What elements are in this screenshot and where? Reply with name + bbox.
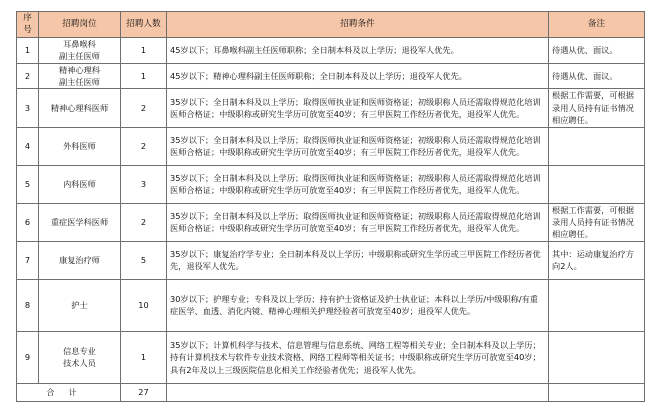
table-row bbox=[17, 63, 645, 89]
row-conditions: 45岁以下；耳鼻喉科副主任医师职称；全日制本科及以上学历；退役军人优先。 bbox=[167, 37, 549, 63]
header-remarks: 备注 bbox=[549, 12, 645, 38]
row-conditions: 45岁以下；精神心理科副主任医师职称；全日制本科及以上学历；退役军人优先。 bbox=[167, 63, 549, 89]
row-no: 8 bbox=[17, 279, 39, 331]
row-remarks bbox=[549, 279, 645, 331]
table-row bbox=[17, 89, 645, 127]
row-remarks: 待遇从优、面议。 bbox=[549, 37, 645, 63]
row-position: 耳鼻喉科 副主任医师 bbox=[39, 37, 121, 63]
table-row bbox=[17, 165, 645, 203]
table-row bbox=[17, 37, 645, 63]
header-position: 招聘岗位 bbox=[39, 12, 121, 38]
row-no: 5 bbox=[17, 165, 39, 203]
row-remarks bbox=[549, 127, 645, 165]
header-no: 序号 bbox=[17, 12, 39, 38]
header-count: 招聘人数 bbox=[121, 12, 167, 38]
total-row bbox=[17, 383, 645, 401]
total-remarks-empty bbox=[549, 383, 645, 401]
row-conditions: 35岁以下；全日制本科及以上学历；取得医师执业证和医师资格证；初级职称人员还需取得规范化培训医师合格证；中级职称或研究生学历可放宽至40岁；有三甲医院工作经历者优先，退役军人优先。 bbox=[167, 127, 549, 165]
row-count: 2 bbox=[121, 203, 167, 241]
row-position: 外科医师 bbox=[39, 127, 121, 165]
row-position: 精神心理科 副主任医师 bbox=[39, 63, 121, 89]
row-count: 1 bbox=[121, 63, 167, 89]
row-position: 信息专业 技术人员 bbox=[39, 331, 121, 383]
total-conditions-empty bbox=[167, 383, 549, 401]
row-no: 1 bbox=[17, 37, 39, 63]
row-conditions: 35岁以下；康复治疗学专业；全日制本科及以上学历；中级职称或研究生学历或三甲医院工作经历者优先，退役军人优先。 bbox=[167, 241, 549, 279]
table-row bbox=[17, 203, 645, 241]
row-position: 护士 bbox=[39, 279, 121, 331]
recruitment-table bbox=[16, 11, 645, 402]
row-no: 4 bbox=[17, 127, 39, 165]
row-conditions: 30岁以下；护理专业；专科及以上学历；持有护士资格证及护士执业证；本科以上学历/中级职称/有重症医学、血透、消化内镜、精神心理相关护理经验者可放宽至40岁；退役军人优先。 bbox=[167, 279, 549, 331]
row-remarks bbox=[549, 331, 645, 383]
table-row bbox=[17, 127, 645, 165]
row-remarks bbox=[549, 165, 645, 203]
table-row bbox=[17, 331, 645, 383]
row-remarks: 待遇从优、面议。 bbox=[549, 63, 645, 89]
row-position: 精神心理科医师 bbox=[39, 89, 121, 127]
total-label: 合计 bbox=[17, 383, 121, 401]
row-count: 2 bbox=[121, 89, 167, 127]
row-position: 内科医师 bbox=[39, 165, 121, 203]
header-row bbox=[17, 12, 645, 38]
row-conditions: 35岁以下；全日制本科及以上学历；取得医师执业证和医师资格证；初级职称人员还需取得规范化培训医师合格证；中级职称或研究生学历可放宽至40岁；有三甲医院工作经历者优先，退役军人优先。 bbox=[167, 165, 549, 203]
row-count: 1 bbox=[121, 37, 167, 63]
table-row bbox=[17, 279, 645, 331]
row-remarks: 根据工作需要，可根据录用人员持有证书情况相应聘任。 bbox=[549, 89, 645, 127]
row-no: 2 bbox=[17, 63, 39, 89]
table-row bbox=[17, 241, 645, 279]
row-remarks: 根据工作需要，可根据录用人员持有证书情况相应聘任。 bbox=[549, 203, 645, 241]
row-no: 3 bbox=[17, 89, 39, 127]
row-no: 6 bbox=[17, 203, 39, 241]
row-no: 7 bbox=[17, 241, 39, 279]
row-conditions: 35岁以下；全日制本科及以上学历；取得医师执业证和医师资格证；初级职称人员还需取得规范化培训医师合格证；中级职称或研究生学历可放宽至40岁；有三甲医院工作经历者优先，退役军人优先。 bbox=[167, 203, 549, 241]
row-position: 重症医学科医师 bbox=[39, 203, 121, 241]
header-conditions: 招聘条件 bbox=[167, 12, 549, 38]
total-count: 27 bbox=[121, 383, 167, 401]
row-count: 10 bbox=[121, 279, 167, 331]
row-conditions: 35岁以下；全日制本科及以上学历；取得医师执业证和医师资格证；初级职称人员还需取得规范化培训医师合格证；中级职称或研究生学历可放宽至40岁；有三甲医院工作经历者优先，退役军人优先。 bbox=[167, 89, 549, 127]
row-count: 1 bbox=[121, 331, 167, 383]
row-count: 2 bbox=[121, 127, 167, 165]
row-remarks: 其中：运动康复治疗方向2人。 bbox=[549, 241, 645, 279]
row-no: 9 bbox=[17, 331, 39, 383]
row-count: 5 bbox=[121, 241, 167, 279]
row-count: 3 bbox=[121, 165, 167, 203]
row-position: 康复治疗师 bbox=[39, 241, 121, 279]
row-conditions: 35岁以下；计算机科学与技术、信息管理与信息系统、网络工程等相关专业；全日制本科及以上学历；持有计算机技术与软件专业技术资格、网络工程师等相关证书；中级职称或研究生学历可放宽至40岁；具有2年及以上三级医院信息化相关工作经验者优先；退役军人优先。 bbox=[167, 331, 549, 383]
